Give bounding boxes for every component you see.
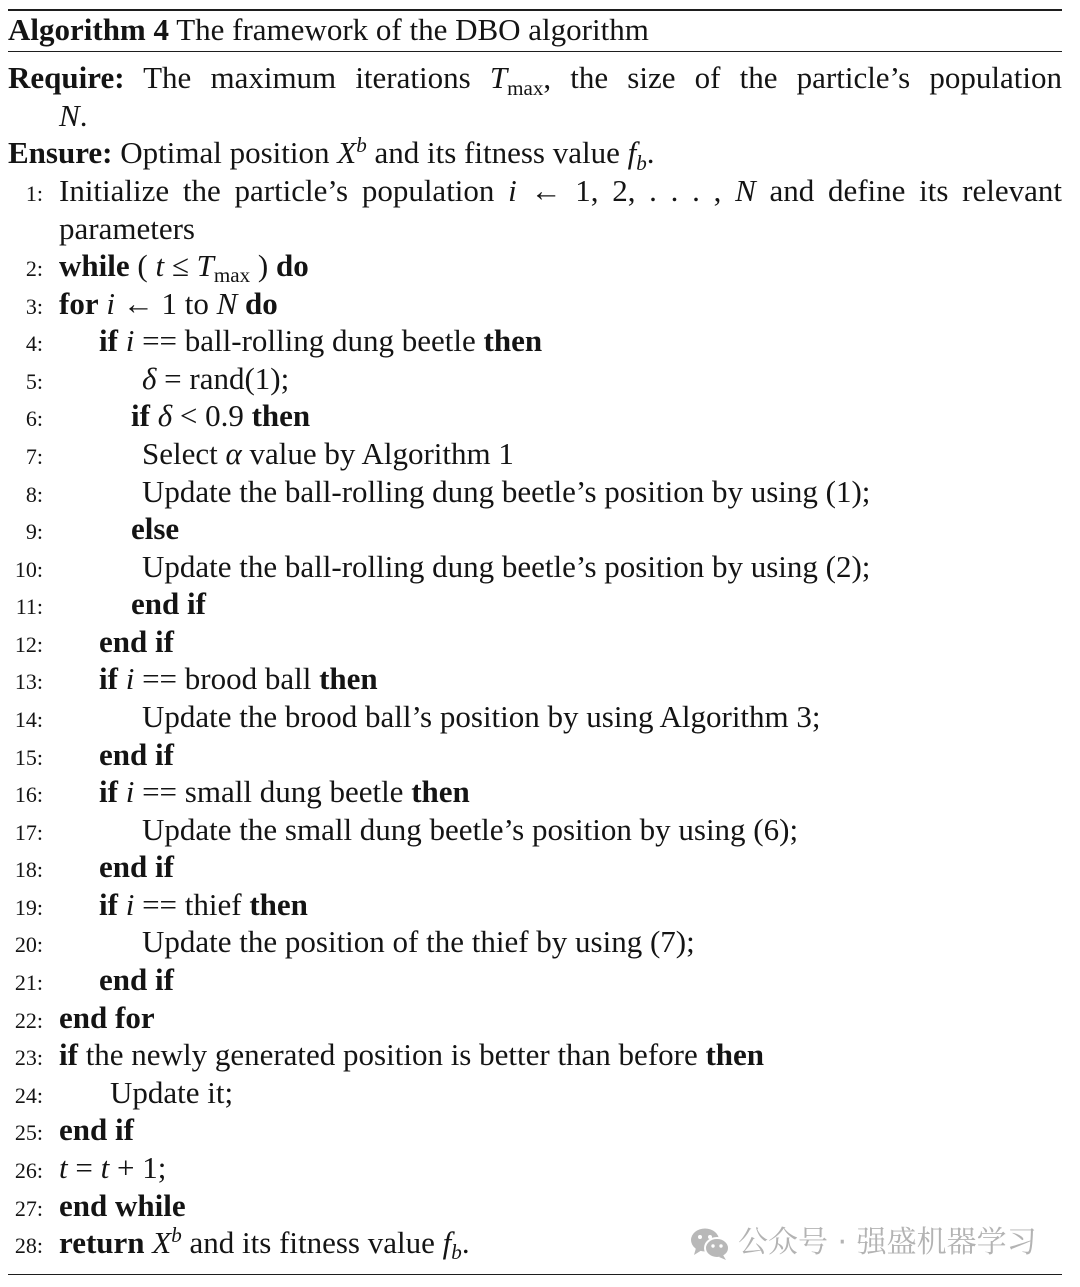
algorithm-title: The framework of the DBO algorithm <box>169 12 649 47</box>
caption-rule <box>8 51 1062 52</box>
algo-line-26 <box>8 1149 1062 1187</box>
line-text: Update the ball-rolling dung beetle’s position by using (1); <box>142 473 871 509</box>
line-number: 25: <box>14 1120 43 1146</box>
math-var: i <box>125 661 135 697</box>
line-number: 10: <box>14 556 43 582</box>
text: = rand(1); <box>156 360 290 396</box>
line-number: 22: <box>14 1007 43 1033</box>
algo-line-3 <box>8 285 1062 323</box>
algo-line-12 <box>8 623 1062 661</box>
keyword: for <box>59 285 99 321</box>
text: Optimal position <box>112 135 338 171</box>
superscript: b <box>356 133 367 158</box>
math-var: N <box>216 285 238 321</box>
algo-line-19 <box>8 886 1062 924</box>
algo-line-10 <box>8 548 1062 586</box>
superscript: b <box>171 1223 182 1248</box>
line-text <box>99 961 174 999</box>
text <box>118 887 126 922</box>
math-var: T <box>196 248 214 284</box>
line-number: 20: <box>14 932 43 958</box>
algo-line-4 <box>8 322 1062 360</box>
line-text <box>59 1036 764 1074</box>
math-var: i <box>125 323 135 359</box>
text <box>118 323 126 358</box>
math-var: i <box>125 886 135 922</box>
subscript: max <box>213 263 251 288</box>
keyword: if <box>99 774 118 810</box>
math-var: X <box>337 135 357 171</box>
text: ← 1, 2, . . . , <box>516 172 736 208</box>
algo-line-6 <box>8 397 1062 435</box>
keyword: end while <box>59 1187 186 1223</box>
line-number: 8: <box>25 481 43 507</box>
line-text <box>59 1149 166 1187</box>
ensure-label: Ensure: <box>8 135 113 171</box>
text: == thief <box>134 886 250 922</box>
text: . <box>79 97 88 133</box>
text: the newly generated position is better than before <box>77 1037 706 1073</box>
line-text: Update the brood ball’s position by using Algorithm 3; <box>142 699 821 735</box>
keyword: while <box>59 248 130 284</box>
line-number: 6: <box>25 406 43 432</box>
keyword: else <box>131 511 180 547</box>
text: ≤ <box>164 248 197 284</box>
text: < 0.9 <box>172 398 252 434</box>
text: Select <box>142 435 226 471</box>
line-text <box>99 848 174 886</box>
text <box>237 286 245 321</box>
line-number: 26: <box>14 1157 43 1183</box>
line-text: Update the position of the thief by using (7); <box>142 924 695 960</box>
require-text <box>8 59 1062 100</box>
line-text <box>59 172 1062 210</box>
algo-line-27 <box>8 1187 1062 1225</box>
algo-line-7 <box>8 435 1062 473</box>
math-var: δ <box>142 360 157 396</box>
keyword: then <box>319 661 378 697</box>
math-var: T <box>489 60 508 96</box>
keyword: if <box>131 398 150 434</box>
text: Initialize the particle’s population <box>59 172 509 208</box>
text: == small dung beetle <box>134 774 412 810</box>
algorithm-caption <box>8 11 649 49</box>
line-number: 9: <box>25 519 43 545</box>
line-number: 11: <box>15 594 43 620</box>
algorithm-label: Algorithm 4 <box>8 12 170 47</box>
text: . <box>646 135 655 171</box>
keyword: then <box>483 323 543 359</box>
text: + 1; <box>109 1149 167 1185</box>
bottom-rule <box>8 1274 1062 1275</box>
keyword: do <box>245 285 278 321</box>
algorithm-body <box>8 59 1062 1265</box>
keyword: then <box>705 1037 765 1073</box>
wechat-icon <box>690 1227 730 1261</box>
ensure-line <box>8 133 1062 175</box>
text: == brood ball <box>134 661 320 697</box>
algo-line-23 <box>8 1036 1062 1074</box>
line-text <box>59 1187 186 1225</box>
algo-line-20 <box>8 923 1062 961</box>
text: , the size of the particle’s population <box>543 60 1062 96</box>
text: ) <box>250 248 276 284</box>
ensure-text <box>8 133 655 175</box>
keyword: end if <box>99 849 174 885</box>
line-number: 28: <box>14 1233 43 1259</box>
keyword: if <box>99 886 118 922</box>
text: ( <box>129 248 156 284</box>
line-text: Update it; <box>110 1074 234 1110</box>
text: and its fitness value <box>366 135 628 171</box>
keyword: end if <box>131 586 206 622</box>
line-text <box>131 585 206 623</box>
algo-line-1-continued <box>8 210 1062 248</box>
text <box>118 774 126 809</box>
line-text <box>99 773 470 811</box>
line-text <box>59 1111 134 1149</box>
line-number: 7: <box>25 443 43 469</box>
keyword: if <box>99 661 118 697</box>
line-number: 1: <box>25 180 43 206</box>
watermark-text: 公众号 · 强盛机器学习 <box>738 1225 1037 1260</box>
line-number: 12: <box>14 631 43 657</box>
text: and its fitness value <box>181 1225 443 1261</box>
line-text <box>99 623 174 661</box>
text: = <box>67 1149 101 1185</box>
text: and define its relevant <box>755 172 1062 208</box>
math-var: i <box>508 172 517 208</box>
algo-line-21 <box>8 961 1062 999</box>
text: . <box>461 1225 470 1261</box>
algo-line-13 <box>8 660 1062 698</box>
algo-line-24 <box>8 1074 1062 1112</box>
line-text <box>59 1223 470 1265</box>
text <box>150 398 158 433</box>
algo-line-17 <box>8 811 1062 849</box>
algo-line-1 <box>8 172 1062 210</box>
line-number: 2: <box>25 256 43 282</box>
math-var: i <box>106 285 115 321</box>
line-number: 15: <box>14 744 43 770</box>
line-text <box>142 360 289 398</box>
line-text: Update the small dung beetle’s position by using (6); <box>142 811 799 847</box>
keyword: return <box>59 1225 145 1261</box>
watermark <box>690 1224 1060 1262</box>
line-number: 4: <box>25 331 43 357</box>
require-label: Require: <box>8 60 125 96</box>
math-var: t <box>59 1149 68 1185</box>
text <box>118 661 126 696</box>
line-number: 5: <box>25 368 43 394</box>
line-text <box>59 285 278 323</box>
line-text <box>99 736 174 774</box>
math-var: N <box>735 172 756 208</box>
line-number: 16: <box>14 782 43 808</box>
math-var: t <box>100 1149 110 1185</box>
text: The maximum iterations <box>124 60 490 96</box>
subscript: max <box>507 75 544 100</box>
math-var: α <box>225 435 242 471</box>
line-text <box>131 510 179 548</box>
text: ← 1 to <box>114 285 217 321</box>
keyword: do <box>275 248 309 284</box>
line-text <box>99 886 308 924</box>
line-text <box>142 435 514 473</box>
require-line <box>8 59 1062 100</box>
line-number: 18: <box>14 857 43 883</box>
algo-line-15 <box>8 736 1062 774</box>
text: == ball-rolling dung beetle <box>134 323 484 359</box>
algo-line-16 <box>8 773 1062 811</box>
line-number: 13: <box>14 669 43 695</box>
keyword: end if <box>99 623 174 659</box>
line-number: 24: <box>14 1082 43 1108</box>
line-text <box>59 247 309 288</box>
math-var: f <box>442 1225 452 1261</box>
line-text: parameters <box>59 210 195 246</box>
keyword: end if <box>59 1112 134 1148</box>
keyword: end for <box>59 999 155 1035</box>
subscript: b <box>451 1240 462 1265</box>
algo-line-11 <box>8 585 1062 623</box>
algo-line-25 <box>8 1111 1062 1149</box>
line-text <box>99 322 542 360</box>
algo-line-5 <box>8 360 1062 398</box>
require-text-cont <box>59 97 87 135</box>
require-line-continued <box>8 97 1062 135</box>
math-var: δ <box>157 398 173 434</box>
line-text <box>99 660 378 698</box>
keyword: if <box>59 1037 78 1073</box>
line-text <box>131 397 310 435</box>
subscript: b <box>636 150 647 175</box>
line-number: 27: <box>14 1195 43 1221</box>
math-var: X <box>152 1225 172 1261</box>
algo-line-22 <box>8 999 1062 1037</box>
keyword: if <box>99 323 118 359</box>
line-text <box>59 999 155 1037</box>
line-number: 17: <box>14 819 43 845</box>
algo-line-2 <box>8 247 1062 288</box>
math-var: f <box>627 135 637 171</box>
algo-line-9 <box>8 510 1062 548</box>
line-text: Update the ball-rolling dung beetle’s position by using (2); <box>142 548 871 584</box>
text: value by Algorithm 1 <box>241 435 514 471</box>
keyword: end if <box>99 962 174 998</box>
math-var: N <box>59 97 80 133</box>
algo-line-14 <box>8 698 1062 736</box>
line-number: 21: <box>14 970 43 996</box>
algo-line-18 <box>8 848 1062 886</box>
keyword: then <box>411 774 470 810</box>
keyword: then <box>249 886 308 922</box>
keyword: then <box>251 398 311 434</box>
line-number: 14: <box>14 707 43 733</box>
math-var: i <box>125 774 135 810</box>
line-number: 3: <box>25 293 43 319</box>
math-var: t <box>155 248 165 284</box>
algo-line-8 <box>8 473 1062 511</box>
keyword: end if <box>99 736 174 772</box>
line-number: 23: <box>14 1045 43 1071</box>
line-number: 19: <box>14 894 43 920</box>
